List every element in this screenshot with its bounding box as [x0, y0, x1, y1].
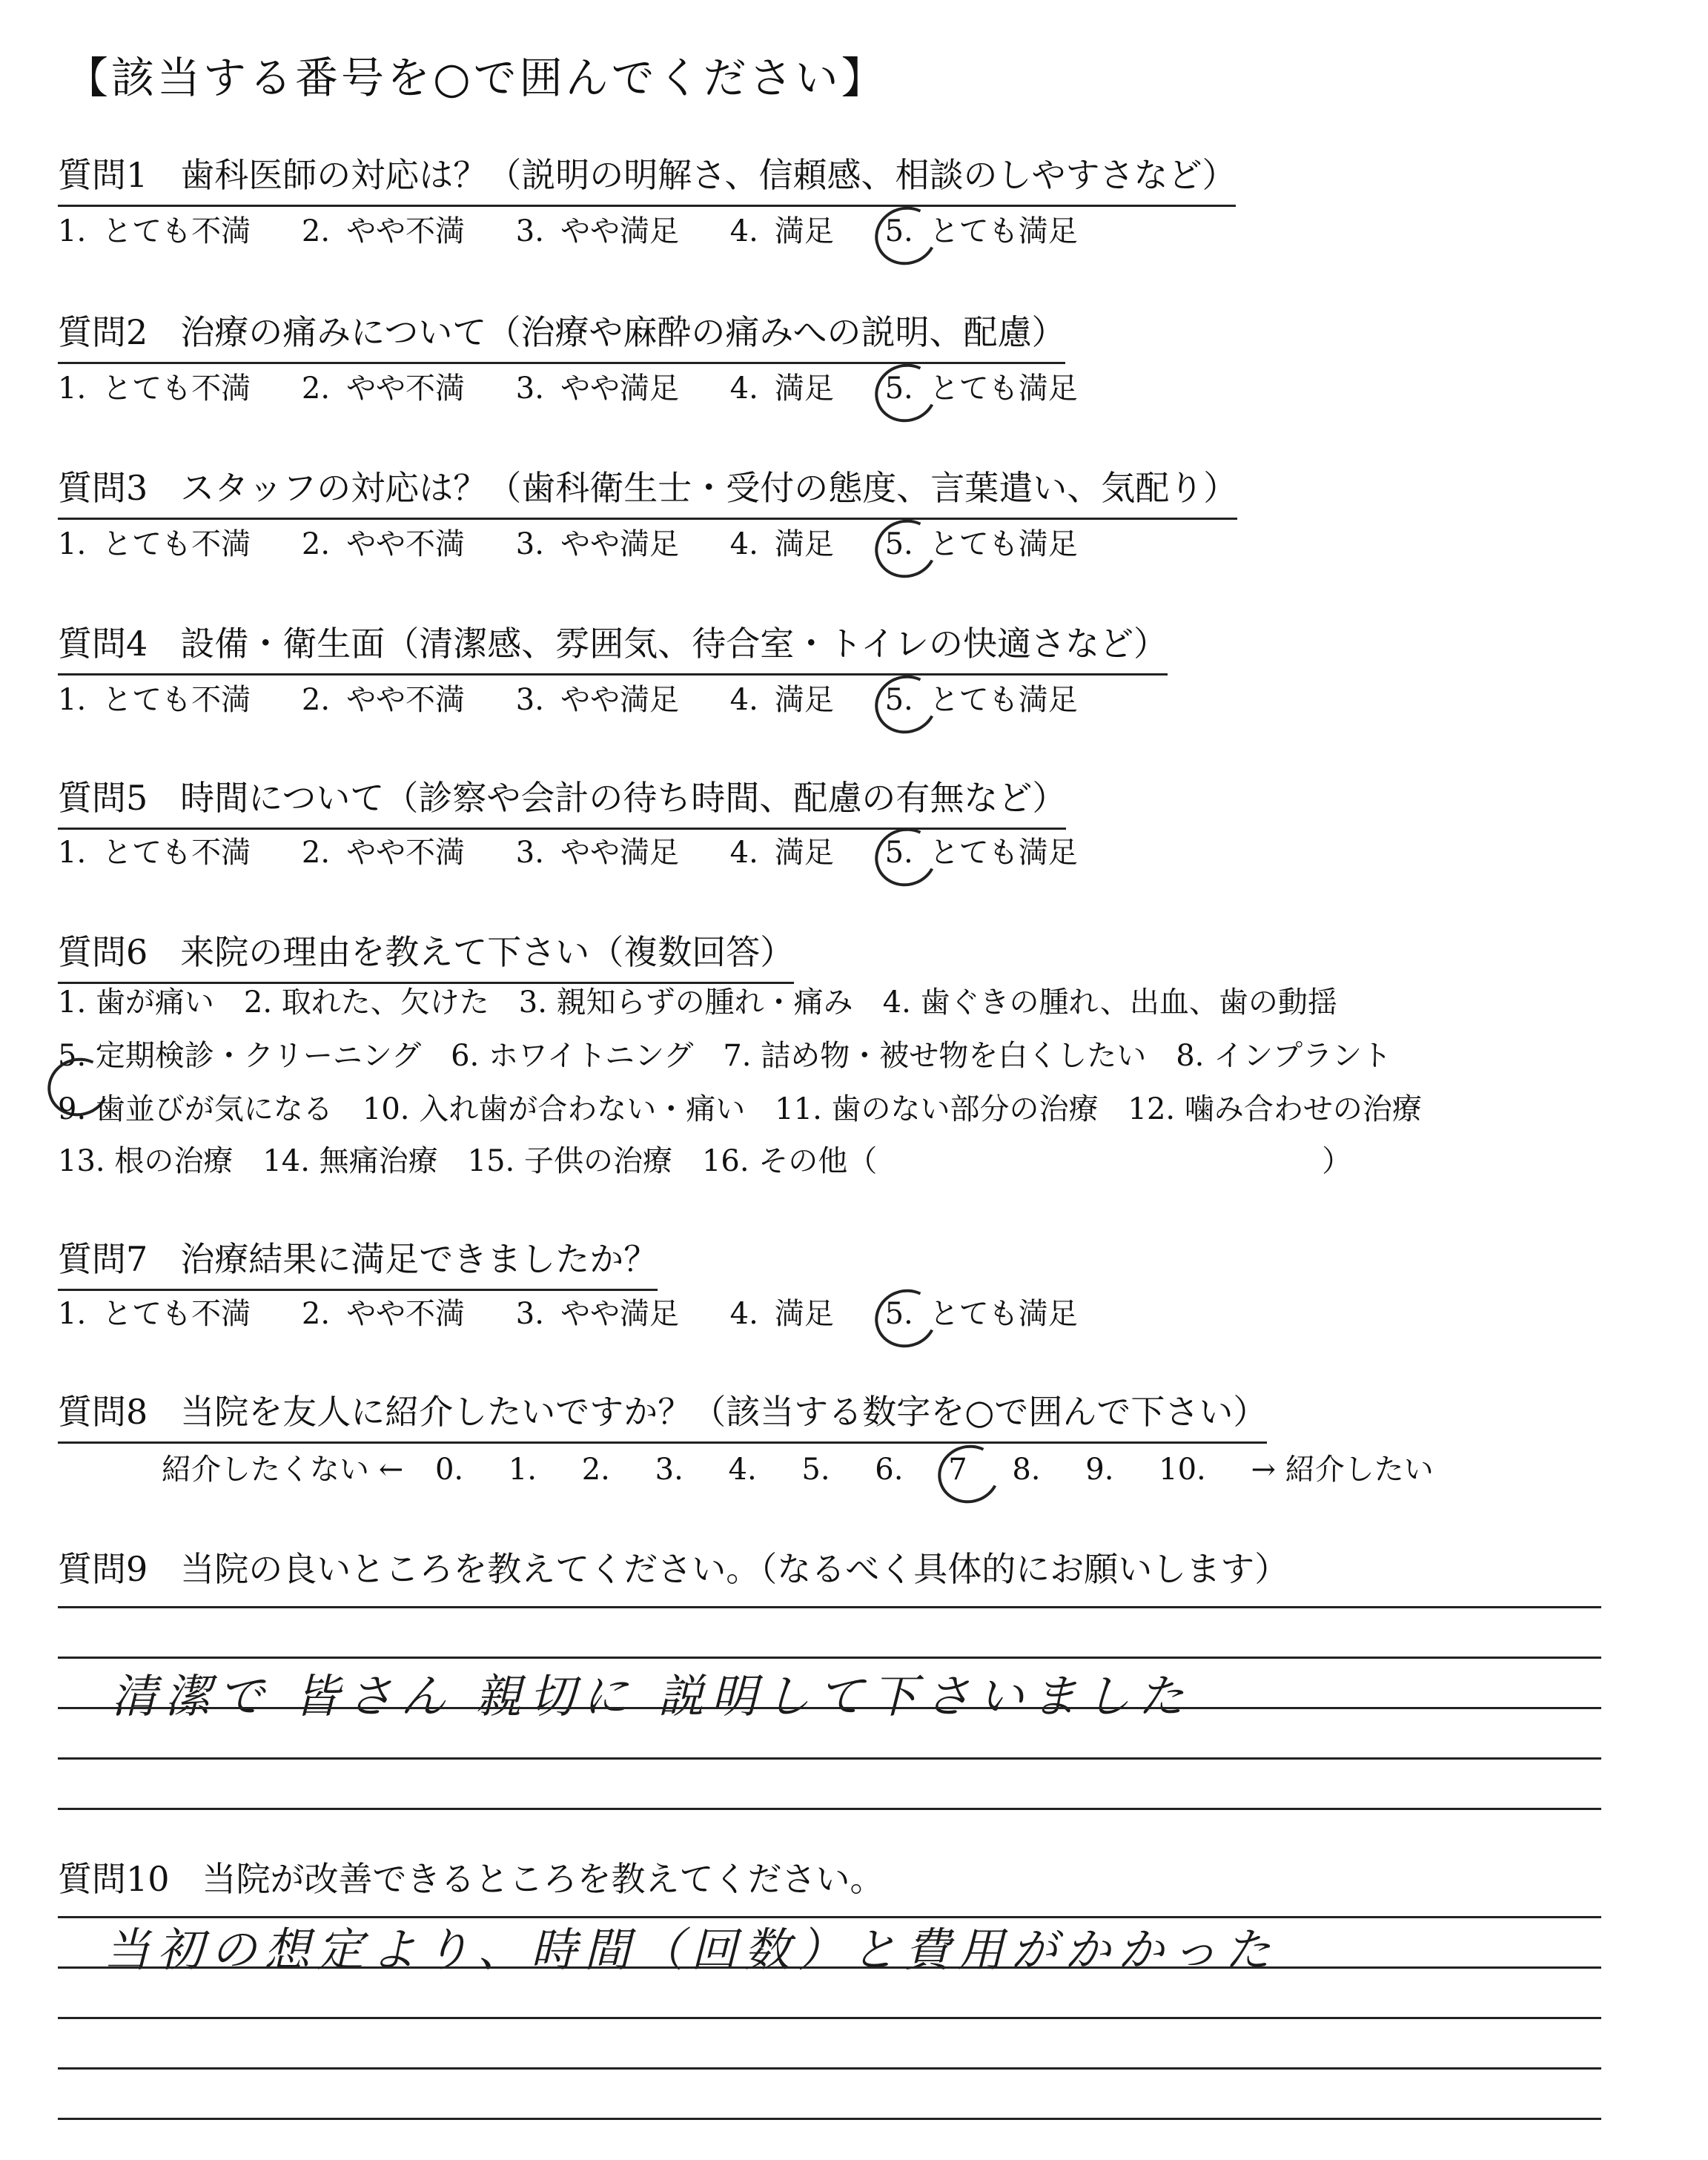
option-2[interactable]: 2. やや不満 — [301, 1297, 466, 1331]
question-4-options — [58, 676, 1119, 719]
question-text: 当院を友人に紹介したいですか？（該当する数字を○で囲んで下さい） — [180, 1392, 1268, 1432]
question-2-heading — [58, 305, 1065, 364]
option-3[interactable]: 3. やや満足 — [515, 1297, 679, 1331]
scale-5[interactable]: 5. — [801, 1453, 830, 1487]
answer-line — [58, 1808, 1601, 1810]
question-number: 質問9 — [58, 1549, 148, 1589]
scale-4[interactable]: 4. — [728, 1453, 757, 1487]
scale-right-label: → 紹介したい — [1251, 1453, 1434, 1487]
scale-3[interactable]: 3. — [655, 1453, 683, 1487]
option-1[interactable]: 1. とても不満 — [58, 371, 251, 406]
option-5-selected[interactable]: 5. とても満足 — [884, 1297, 1078, 1331]
reason-row-1[interactable]: 1. 歯が痛い 2. 取れた、欠けた 3. 親知らずの腫れ・痛み 4. 歯ぐきの腫れ、出血、歯の動揺 — [58, 985, 1337, 1020]
option-2[interactable]: 2. やや不満 — [301, 836, 466, 870]
reason-row-2[interactable]: 5. 定期検診・クリーニング 6. ホワイトニング 7. 詰め物・被せ物を白くしたい 8. インプラント — [58, 1039, 1392, 1073]
question-4-heading — [58, 617, 1168, 676]
option-4[interactable]: 4. 満足 — [729, 214, 834, 248]
answer-line — [58, 1657, 1601, 1659]
answer-line — [58, 1606, 1601, 1608]
question-10-heading — [58, 1852, 884, 1909]
question-3-heading — [58, 461, 1237, 520]
question-text: 治療の痛みについて（治療や麻酔の痛みへの説明、配慮） — [180, 312, 1066, 352]
option-2[interactable]: 2. やや不満 — [301, 214, 466, 248]
question-number: 質問5 — [58, 778, 148, 818]
option-4[interactable]: 4. 満足 — [729, 527, 834, 561]
question-9-heading — [58, 1542, 1288, 1599]
option-5-selected[interactable]: 5. とても満足 — [884, 371, 1078, 406]
question-text: 来院の理由を教えて下さい（複数回答） — [180, 932, 795, 972]
question-text: 設備・衛生面（清潔感、雰囲気、待合室・トイレの快適さなど） — [180, 624, 1168, 664]
question-text: 治療結果に満足できましたか？ — [180, 1239, 658, 1279]
question-2-options — [58, 365, 1119, 407]
question-text: スタッフの対応は？（歯科衛生士・受付の態度、言葉遣い、気配り） — [180, 468, 1238, 508]
option-5-selected[interactable]: 5. とても満足 — [884, 527, 1078, 561]
option-3[interactable]: 3. やや満足 — [515, 683, 679, 717]
answer-line — [58, 2067, 1601, 2070]
option-5-selected[interactable]: 5. とても満足 — [884, 214, 1078, 248]
question-text: 時間について（診察や会計の待ち時間、配慮の有無など） — [180, 778, 1067, 818]
question-number: 質問8 — [58, 1392, 148, 1432]
answer-line — [58, 1707, 1601, 1709]
question-5-heading — [58, 771, 1066, 830]
q9-handwritten-answer[interactable]: 清潔で 皆さん 親切に 説明して下さいました — [111, 1669, 1192, 1723]
option-3[interactable]: 3. やや満足 — [515, 214, 679, 248]
option-3[interactable]: 3. やや満足 — [515, 836, 679, 870]
question-5-options — [58, 829, 1119, 871]
option-5-selected[interactable]: 5. とても満足 — [884, 683, 1078, 717]
option-1[interactable]: 1. とても不満 — [58, 214, 251, 248]
option-4[interactable]: 4. 満足 — [729, 836, 834, 870]
question-number: 質問7 — [58, 1239, 148, 1279]
option-3[interactable]: 3. やや満足 — [515, 371, 679, 406]
reason-row-4[interactable]: 13. 根の治療 14. 無痛治療 15. 子供の治療 16. その他（ ） — [58, 1144, 1352, 1178]
question-number: 質問2 — [58, 312, 148, 352]
question-6-heading — [58, 925, 794, 984]
question-number: 質問4 — [58, 624, 148, 664]
option-2[interactable]: 2. やや不満 — [301, 527, 466, 561]
scale-2[interactable]: 2. — [581, 1453, 610, 1487]
reason-row-3[interactable]: 9. 歯並びが気になる 10. 入れ歯が合わない・痛い 11. 歯のない部分の治療 12. 噛み合わせの治療 — [58, 1092, 1422, 1126]
option-1[interactable]: 1. とても不満 — [58, 683, 251, 717]
answer-line — [58, 2017, 1601, 2019]
answer-line — [58, 1966, 1601, 1969]
scale-8[interactable]: 8. — [1012, 1453, 1041, 1487]
question-7-heading — [58, 1232, 658, 1291]
scale-1[interactable]: 1. — [508, 1453, 537, 1487]
q10-handwritten-answer[interactable]: 当初の想定より、時間（回数）と費用がかかった — [104, 1923, 1279, 1977]
option-3[interactable]: 3. やや満足 — [515, 527, 679, 561]
question-1-options — [58, 208, 1119, 250]
question-text: 当院の良いところを教えてください。（なるべく具体的にお願いします） — [180, 1549, 1289, 1589]
scale-10[interactable]: 10. — [1159, 1453, 1206, 1487]
option-1[interactable]: 1. とても不満 — [58, 1297, 251, 1331]
scale-9[interactable]: 9. — [1085, 1453, 1114, 1487]
option-1[interactable]: 1. とても不満 — [58, 836, 251, 870]
question-text: 当院が改善できるところを教えてください。 — [202, 1859, 884, 1899]
page-title: 【該当する番号を○で囲んでください】 — [65, 53, 887, 103]
option-1[interactable]: 1. とても不満 — [58, 527, 251, 561]
option-2[interactable]: 2. やや不満 — [301, 371, 466, 406]
question-3-options — [58, 521, 1119, 563]
question-number: 質問6 — [58, 932, 148, 972]
question-8-heading — [58, 1385, 1267, 1444]
question-text: 歯科医師の対応は？（説明の明解さ、信頼感、相談のしやすさなど） — [180, 155, 1237, 195]
question-1-heading — [58, 148, 1236, 207]
option-4[interactable]: 4. 満足 — [729, 1297, 834, 1331]
question-number: 質問1 — [58, 155, 148, 195]
answer-line — [58, 2118, 1601, 2120]
scale-7-selected[interactable]: 7 — [948, 1453, 967, 1487]
option-2[interactable]: 2. やや不満 — [301, 683, 466, 717]
referral-scale — [162, 1446, 1456, 1488]
option-5-selected[interactable]: 5. とても満足 — [884, 836, 1078, 870]
scale-left-label: 紹介したくない ← — [162, 1453, 404, 1487]
scale-6[interactable]: 6. — [875, 1453, 904, 1487]
question-number: 質問3 — [58, 468, 148, 508]
option-4[interactable]: 4. 満足 — [729, 683, 834, 717]
option-4[interactable]: 4. 満足 — [729, 371, 834, 406]
question-7-options — [58, 1290, 1119, 1332]
question-number: 質問10 — [58, 1859, 170, 1899]
scale-0[interactable]: 0. — [434, 1453, 464, 1487]
answer-line — [58, 1757, 1601, 1760]
